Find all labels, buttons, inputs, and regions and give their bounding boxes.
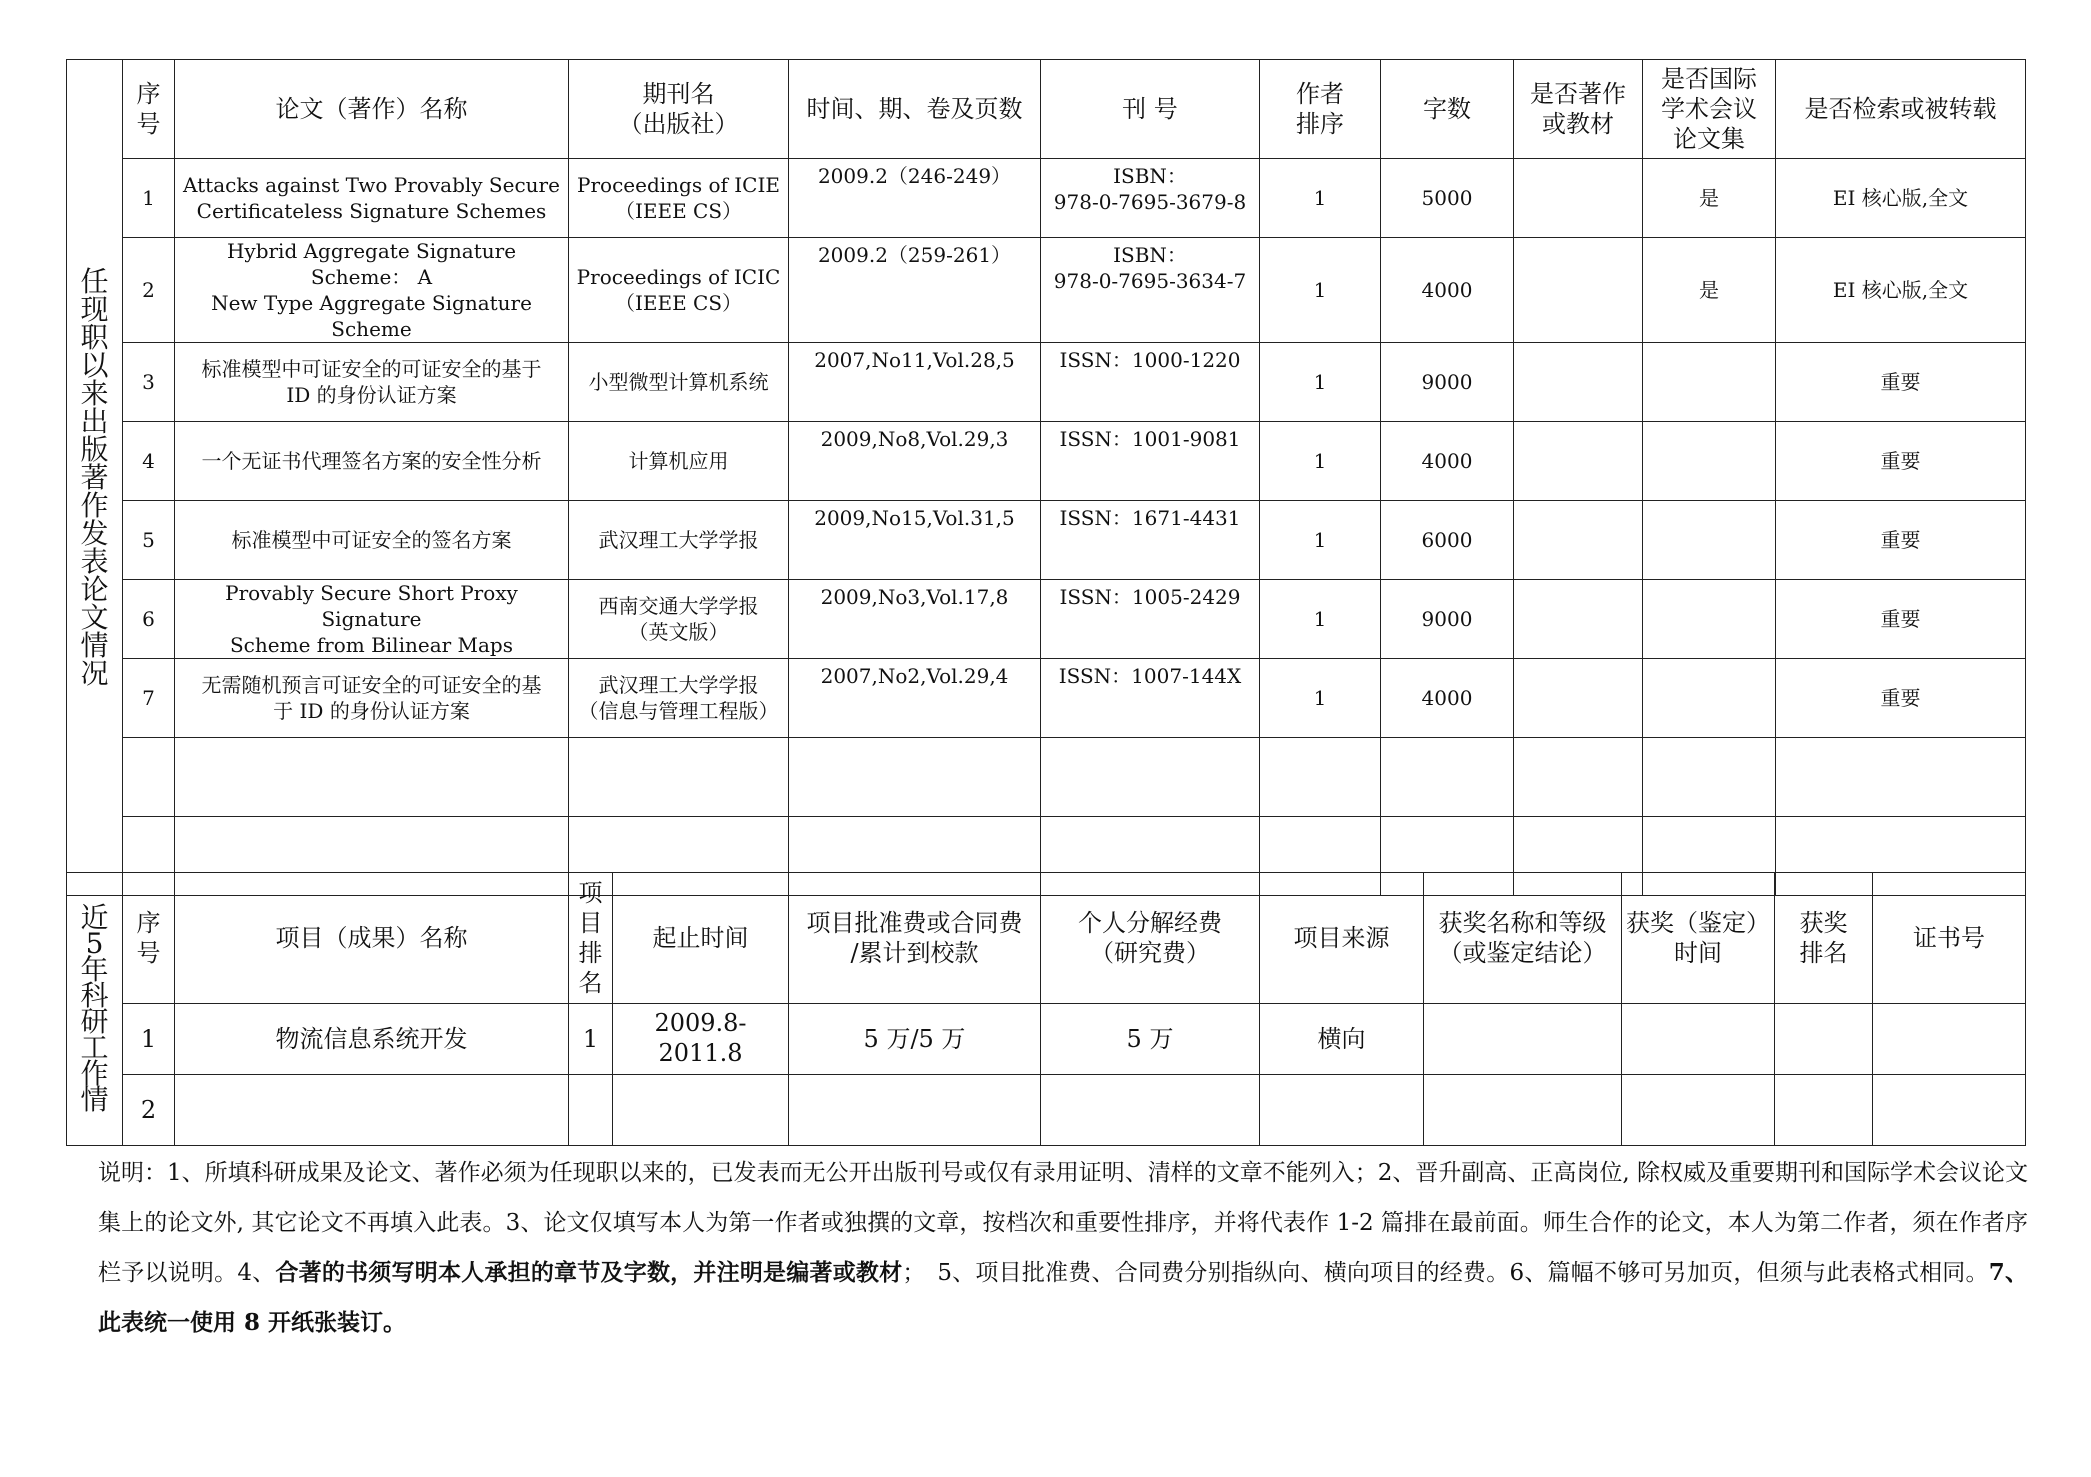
paper-empty-cell — [1643, 738, 1776, 817]
paper-no-cell: 2 — [123, 238, 175, 343]
proj-header-source: 项目来源 — [1260, 873, 1424, 1004]
project-rank-cell: 1 — [569, 1004, 613, 1075]
header-intl: 是否国际 学术会议 论文集 — [1643, 60, 1776, 159]
papers-table — [66, 59, 2026, 896]
paper-indexed-cell: 重要 — [1776, 580, 2026, 659]
paper-row — [67, 580, 2026, 659]
paper-intl-cell — [1643, 343, 1776, 422]
header-author-rank: 作者 排序 — [1260, 60, 1381, 159]
project-cert-cell — [1873, 1075, 2026, 1146]
paper-book-cell — [1514, 501, 1643, 580]
paper-title-cell: Attacks against Two Provably Secure Certificateless Signature Schemes — [175, 159, 569, 238]
paper-issue-cell: ISSN：1671-4431 — [1041, 501, 1260, 580]
paper-empty-cell — [123, 738, 175, 817]
project-rank-cell — [569, 1075, 613, 1146]
paper-intl-cell — [1643, 580, 1776, 659]
paper-indexed-cell: 重要 — [1776, 343, 2026, 422]
proj-header-award-time: 获奖（鉴定） 时间 — [1622, 873, 1775, 1004]
project-award-name-cell — [1424, 1004, 1622, 1075]
paper-author-rank-cell: 1 — [1260, 422, 1381, 501]
paper-no-cell: 3 — [123, 343, 175, 422]
paper-journal-cell: 西南交通大学学报 （英文版） — [569, 580, 789, 659]
paper-empty-cell — [1260, 738, 1381, 817]
paper-row — [67, 501, 2026, 580]
header-title: 论文（著作）名称 — [175, 60, 569, 159]
projects-table — [66, 872, 2026, 1146]
proj-header-period: 起止时间 — [613, 873, 789, 1004]
notes-text-1: 说明：1、所填科研成果及论文、著作必须为任现职以来的，已发表而无公开出版刊号或仅有录用证明、清样的文章不能列入；2、晋升副高、正高岗位, 除权威及重要期刊和国际学术会议论文集上的论文外, 其它论文不再填入此表。3、论文仅填写本人为第一作者或独撰的文章，按档次和重要性排序，并将代表作 1-2 篇排在最前面。师生合作的论文，本人为第二作者，须在作者序栏予以说明。4、 — [98, 1160, 2028, 1286]
project-award-rank-cell — [1775, 1004, 1873, 1075]
paper-words-cell: 6000 — [1381, 501, 1514, 580]
paper-empty-cell — [175, 738, 569, 817]
paper-intl-cell — [1643, 422, 1776, 501]
paper-no-cell: 6 — [123, 580, 175, 659]
project-award-name-cell — [1424, 1075, 1622, 1146]
proj-header-award-rank: 获奖 排名 — [1775, 873, 1873, 1004]
paper-issue-cell: ISSN：1005-2429 — [1041, 580, 1260, 659]
paper-no-cell: 5 — [123, 501, 175, 580]
notes-text-2: ； 5、项目批准费、合同费分别指纵向、横向项目的经费。6、篇幅不够可另加页，但须与此表格式相同。 — [902, 1260, 1989, 1286]
paper-empty-cell — [569, 738, 789, 817]
paper-empty-cell — [789, 738, 1041, 817]
paper-issue-cell: ISSN：1001-9081 — [1041, 422, 1260, 501]
paper-issue-cell: ISBN： 978-0-7695-3679-8 — [1041, 159, 1260, 238]
proj-header-cert: 证书号 — [1873, 873, 2026, 1004]
paper-time-cell: 2009,No8,Vol.29,3 — [789, 422, 1041, 501]
paper-journal-cell: 计算机应用 — [569, 422, 789, 501]
paper-author-rank-cell: 1 — [1260, 659, 1381, 738]
paper-journal-cell: 小型微型计算机系统 — [569, 343, 789, 422]
project-personal-cell — [1041, 1075, 1260, 1146]
paper-title-cell: 一个无证书代理签名方案的安全性分析 — [175, 422, 569, 501]
paper-words-cell: 9000 — [1381, 580, 1514, 659]
project-name-cell: 物流信息系统开发 — [175, 1004, 569, 1075]
paper-no-cell: 4 — [123, 422, 175, 501]
paper-title-cell: Hybrid Aggregate Signature Scheme： A New Type Aggregate Signature Scheme — [175, 238, 569, 343]
header-issue: 刊 号 — [1041, 60, 1260, 159]
paper-no-cell: 7 — [123, 659, 175, 738]
paper-author-rank-cell: 1 — [1260, 501, 1381, 580]
header-journal: 期刊名 （出版社） — [569, 60, 789, 159]
project-funding-cell: 5 万/5 万 — [789, 1004, 1041, 1075]
paper-words-cell: 5000 — [1381, 159, 1514, 238]
paper-indexed-cell: 重要 — [1776, 501, 2026, 580]
paper-book-cell — [1514, 422, 1643, 501]
header-time: 时间、期、卷及页数 — [789, 60, 1041, 159]
project-award-time-cell — [1622, 1075, 1775, 1146]
paper-row — [67, 159, 2026, 238]
header-no: 序号 — [123, 60, 175, 159]
paper-time-cell: 2007,No11,Vol.28,5 — [789, 343, 1041, 422]
paper-title-cell: 标准模型中可证安全的可证安全的基于 ID 的身份认证方案 — [175, 343, 569, 422]
project-source-cell: 横向 — [1260, 1004, 1424, 1075]
project-row — [67, 1075, 2026, 1146]
proj-header-funding: 项目批准费或合同费 /累计到校款 — [789, 873, 1041, 1004]
project-period-cell: 2009.8-2011.8 — [613, 1004, 789, 1075]
notes — [98, 1148, 2028, 1348]
paper-time-cell: 2007,No2,Vol.29,4 — [789, 659, 1041, 738]
paper-author-rank-cell: 1 — [1260, 343, 1381, 422]
paper-issue-cell: ISBN： 978-0-7695-3634-7 — [1041, 238, 1260, 343]
paper-journal-cell: 武汉理工大学学报 — [569, 501, 789, 580]
paper-empty-cell — [1776, 738, 2026, 817]
paper-row — [67, 343, 2026, 422]
paper-intl-cell — [1643, 501, 1776, 580]
paper-intl-cell: 是 — [1643, 159, 1776, 238]
paper-book-cell — [1514, 238, 1643, 343]
project-row — [67, 1004, 2026, 1075]
paper-row — [67, 238, 2026, 343]
paper-time-cell: 2009.2（246-249） — [789, 159, 1041, 238]
paper-indexed-cell: EI 核心版,全文 — [1776, 159, 2026, 238]
paper-words-cell: 9000 — [1381, 343, 1514, 422]
projects-section-label: 近5年科研工作情 — [67, 873, 123, 1146]
paper-empty-cell — [1381, 738, 1514, 817]
proj-header-no: 序号 — [123, 873, 175, 1004]
project-award-time-cell — [1622, 1004, 1775, 1075]
paper-time-cell: 2009,No3,Vol.17,8 — [789, 580, 1041, 659]
project-period-cell — [613, 1075, 789, 1146]
notes-bold-2: 7、此表统一使用 8 开纸张装订。 — [98, 1259, 2028, 1336]
header-book: 是否著作 或教材 — [1514, 60, 1643, 159]
paper-journal-cell: Proceedings of ICIE （IEEE CS） — [569, 159, 789, 238]
proj-header-award-name: 获奖名称和等级 （或鉴定结论） — [1424, 873, 1622, 1004]
proj-header-rank: 项目排名 — [569, 873, 613, 1004]
paper-empty-cell — [1514, 738, 1643, 817]
paper-issue-cell: ISSN：1007-144X — [1041, 659, 1260, 738]
paper-book-cell — [1514, 343, 1643, 422]
paper-journal-cell: Proceedings of ICIC （IEEE CS） — [569, 238, 789, 343]
paper-book-cell — [1514, 159, 1643, 238]
paper-no-cell: 1 — [123, 159, 175, 238]
paper-title-cell: 标准模型中可证安全的签名方案 — [175, 501, 569, 580]
paper-intl-cell — [1643, 659, 1776, 738]
project-no-cell: 1 — [123, 1004, 175, 1075]
paper-intl-cell: 是 — [1643, 238, 1776, 343]
paper-indexed-cell: EI 核心版,全文 — [1776, 238, 2026, 343]
paper-row — [67, 659, 2026, 738]
proj-header-name: 项目（成果）名称 — [175, 873, 569, 1004]
paper-book-cell — [1514, 580, 1643, 659]
header-indexed: 是否检索或被转载 — [1776, 60, 2026, 159]
paper-indexed-cell: 重要 — [1776, 659, 2026, 738]
paper-author-rank-cell: 1 — [1260, 238, 1381, 343]
paper-issue-cell: ISSN：1000-1220 — [1041, 343, 1260, 422]
paper-empty-row — [67, 738, 2026, 817]
proj-header-personal: 个人分解经费 （研究费） — [1041, 873, 1260, 1004]
project-award-rank-cell — [1775, 1075, 1873, 1146]
project-cert-cell — [1873, 1004, 2026, 1075]
project-source-cell — [1260, 1075, 1424, 1146]
project-name-cell — [175, 1075, 569, 1146]
paper-words-cell: 4000 — [1381, 238, 1514, 343]
paper-time-cell: 2009.2（259-261） — [789, 238, 1041, 343]
project-no-cell: 2 — [123, 1075, 175, 1146]
paper-author-rank-cell: 1 — [1260, 159, 1381, 238]
paper-words-cell: 4000 — [1381, 422, 1514, 501]
paper-journal-cell: 武汉理工大学学报 （信息与管理工程版） — [569, 659, 789, 738]
paper-author-rank-cell: 1 — [1260, 580, 1381, 659]
paper-title-cell: 无需随机预言可证安全的可证安全的基 于 ID 的身份认证方案 — [175, 659, 569, 738]
paper-title-cell: Provably Secure Short Proxy Signature Scheme from Bilinear Maps — [175, 580, 569, 659]
notes-bold-1: 合著的书须写明本人承担的章节及字数，并注明是编著或教材 — [275, 1259, 903, 1286]
paper-words-cell: 4000 — [1381, 659, 1514, 738]
papers-section-label: 任现职以来出版著作 发表论文情况 — [67, 60, 123, 896]
header-words: 字数 — [1381, 60, 1514, 159]
project-personal-cell: 5 万 — [1041, 1004, 1260, 1075]
paper-row — [67, 422, 2026, 501]
paper-time-cell: 2009,No15,Vol.31,5 — [789, 501, 1041, 580]
paper-book-cell — [1514, 659, 1643, 738]
paper-indexed-cell: 重要 — [1776, 422, 2026, 501]
paper-empty-cell — [1041, 738, 1260, 817]
project-funding-cell — [789, 1075, 1041, 1146]
